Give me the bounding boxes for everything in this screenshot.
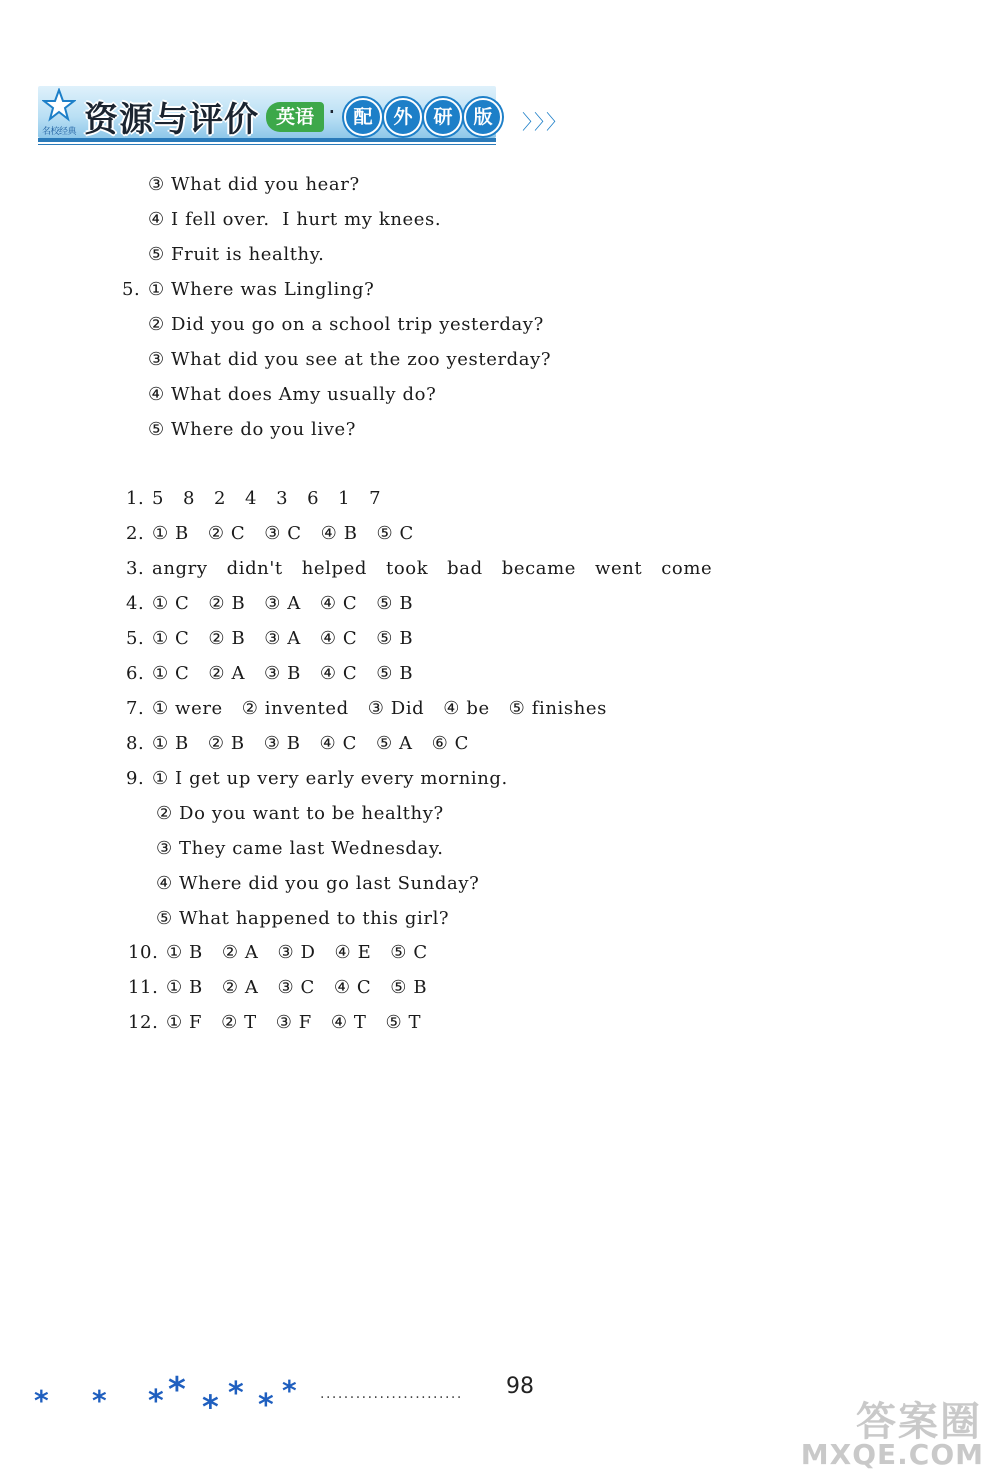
star-icon: * bbox=[228, 1376, 244, 1411]
question-item: ③ What did you see at the zoo yesterday? bbox=[148, 349, 552, 370]
continued-item: ③ What did you hear? bbox=[148, 174, 360, 195]
answer-number: 3. bbox=[126, 558, 145, 579]
answer-text: ① B ② B ③ B ④ C ⑤ A ⑥ C bbox=[152, 733, 470, 754]
answer-text: ① were ② invented ③ Did ④ be ⑤ finishes bbox=[152, 698, 608, 719]
question-number: 5. bbox=[122, 279, 141, 300]
answer-number: 6. bbox=[126, 663, 145, 684]
answer-number: 7. bbox=[126, 698, 145, 719]
answer-text: ① C ② A ③ B ④ C ⑤ B bbox=[152, 663, 414, 684]
star-icon: * bbox=[258, 1388, 274, 1423]
edition-char: 外 bbox=[384, 98, 422, 136]
answer-number: 9. bbox=[126, 768, 145, 789]
star-icon: * bbox=[168, 1370, 186, 1410]
answer-text: 5 8 2 4 3 6 1 7 bbox=[152, 488, 382, 509]
title-separator: · bbox=[328, 98, 336, 126]
publisher-tag: 名校经典 bbox=[41, 127, 76, 137]
answer-subitem: ④ Where did you go last Sunday? bbox=[156, 873, 480, 894]
answer-number: 8. bbox=[126, 733, 145, 754]
watermark-url: MXQE.COM bbox=[800, 1438, 984, 1471]
star-icon: * bbox=[92, 1384, 107, 1417]
answer-number: 2. bbox=[126, 523, 145, 544]
star-icon: * bbox=[202, 1388, 219, 1426]
brand-title: 资源与评价 bbox=[84, 100, 259, 140]
answer-subitem: ③ They came last Wednesday. bbox=[156, 838, 444, 859]
watermark-logo: 答案圈 bbox=[856, 1399, 982, 1445]
star-icon: * bbox=[282, 1374, 297, 1407]
page-header bbox=[38, 86, 568, 148]
answer-text: ① I get up very early every morning. bbox=[152, 768, 508, 789]
watermark bbox=[780, 1390, 990, 1470]
answer-subitem: ② Do you want to be healthy? bbox=[156, 803, 444, 824]
page-number: 98 bbox=[506, 1374, 534, 1399]
answer-number: 12. bbox=[128, 1012, 159, 1033]
star-icon: * bbox=[148, 1384, 164, 1419]
answer-number: 10. bbox=[128, 942, 159, 963]
star-icon: * bbox=[34, 1384, 49, 1417]
subject-badge: 英语 bbox=[266, 102, 324, 132]
answer-text: angry didn't helped took bad became went come bbox=[152, 558, 713, 579]
continued-item: ④ I fell over. I hurt my knees. bbox=[148, 209, 442, 230]
header-rule-thin bbox=[38, 144, 496, 145]
continued-item: ⑤ Fruit is healthy. bbox=[148, 244, 325, 265]
edition-char: 版 bbox=[464, 98, 502, 136]
question-item: ② Did you go on a school trip yesterday? bbox=[148, 314, 544, 335]
answer-number: 5. bbox=[126, 628, 145, 649]
edition-char: 研 bbox=[424, 98, 462, 136]
answer-number: 4. bbox=[126, 593, 145, 614]
page-footer bbox=[30, 1370, 570, 1426]
question-item: ⑤ Where do you live? bbox=[148, 419, 356, 440]
answer-text: ① B ② A ③ D ④ E ⑤ C bbox=[166, 942, 428, 963]
edition-badges bbox=[344, 98, 502, 136]
answer-text: ① B ② C ③ C ④ B ⑤ C bbox=[152, 523, 414, 544]
answer-text: ① B ② A ③ C ④ C ⑤ B bbox=[166, 977, 428, 998]
dot-leader: ........................ bbox=[320, 1386, 463, 1402]
question-item: ④ What does Amy usually do? bbox=[148, 384, 437, 405]
chevrons-icon: 〉〉〉 bbox=[522, 110, 568, 134]
answer-number: 11. bbox=[128, 977, 159, 998]
answer-text: ① C ② B ③ A ④ C ⑤ B bbox=[152, 628, 414, 649]
answer-text: ① C ② B ③ A ④ C ⑤ B bbox=[152, 593, 414, 614]
question-item: ① Where was Lingling? bbox=[148, 279, 375, 300]
answer-text: ① F ② T ③ F ④ T ⑤ T bbox=[166, 1012, 422, 1033]
star-logo-icon bbox=[42, 88, 76, 122]
answer-number: 1. bbox=[126, 488, 145, 509]
edition-char: 配 bbox=[344, 98, 382, 136]
answer-subitem: ⑤ What happened to this girl? bbox=[156, 908, 450, 929]
